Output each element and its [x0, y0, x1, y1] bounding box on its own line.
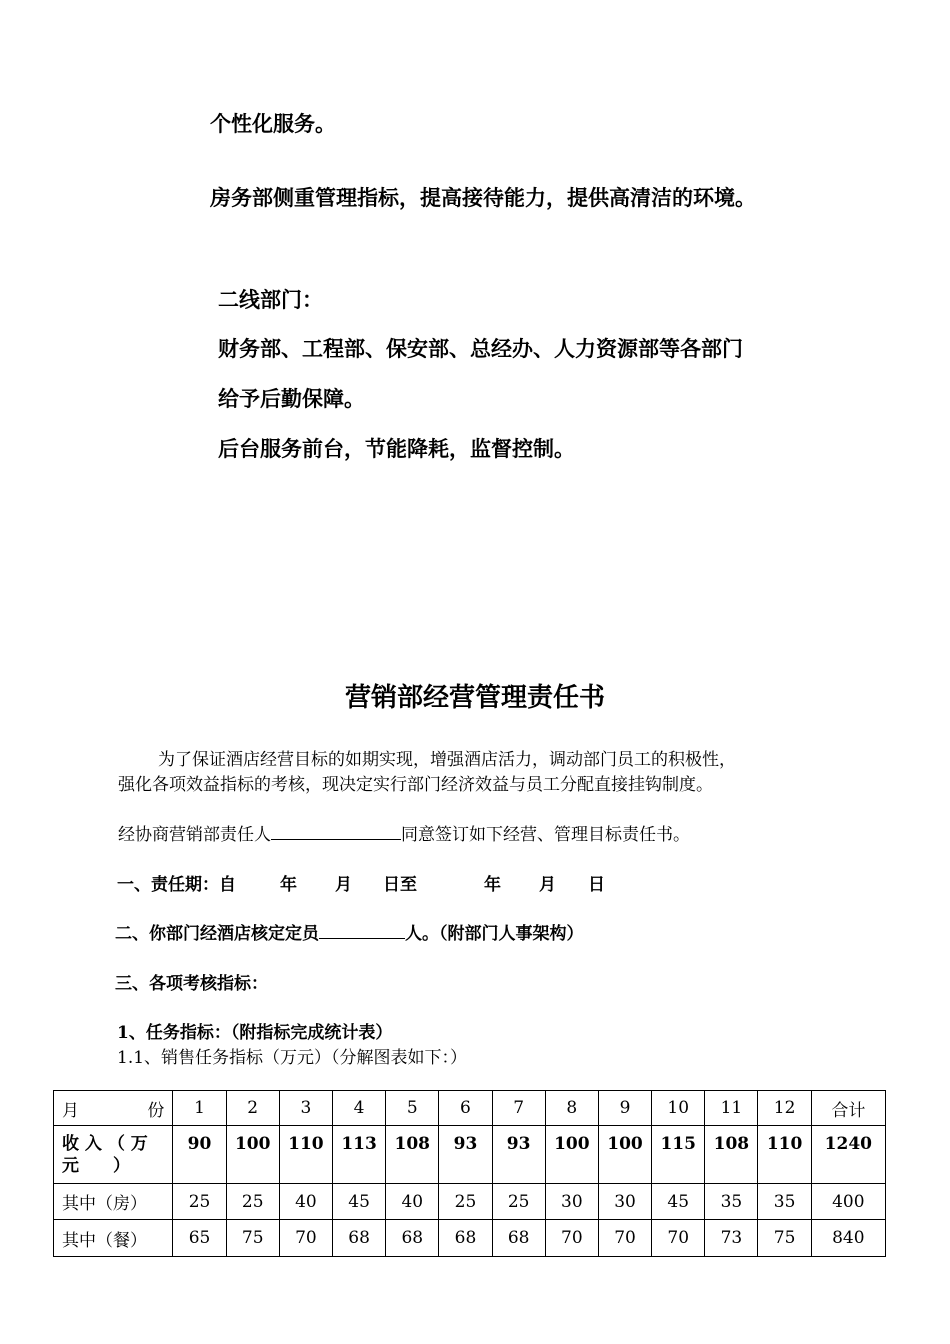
- income-cell: 90: [173, 1126, 226, 1184]
- agreement-before: 经协商营销部责任人: [118, 825, 271, 845]
- month-cell: 7: [492, 1091, 545, 1126]
- term-month-2: 月: [539, 875, 556, 895]
- food-cell: 65: [173, 1220, 226, 1257]
- sub-1-task-indicators: 1、任务指标：（附指标完成统计表）: [117, 1023, 393, 1043]
- food-cell: 68: [332, 1220, 385, 1257]
- second-line-support: 给予后勤保障。: [218, 387, 365, 411]
- food-cell: 70: [279, 1220, 332, 1257]
- month-header-cell: [54, 1091, 173, 1126]
- income-cell: 100: [545, 1126, 598, 1184]
- term-label: 一、责任期：自: [117, 875, 236, 895]
- month-cell: 5: [386, 1091, 439, 1126]
- rooms-cell: 35: [705, 1184, 758, 1220]
- month-cell: 3: [279, 1091, 332, 1126]
- rooms-cell: 40: [279, 1184, 332, 1220]
- income-label-line-1: 收 入 （ 万: [62, 1133, 148, 1154]
- sales-target-table: [53, 1090, 886, 1257]
- food-cell: 70: [598, 1220, 651, 1257]
- income-cell: 100: [226, 1126, 279, 1184]
- term-day-2: 日: [588, 875, 605, 895]
- month-cell: 12: [758, 1091, 811, 1126]
- section-2-staffing: [115, 919, 584, 944]
- month-header-right: 份: [147, 1100, 165, 1121]
- agreement-line: [118, 820, 690, 845]
- food-row: [54, 1220, 886, 1257]
- staffing-after: 人。（附部门人事架构）: [405, 924, 584, 944]
- month-cell: 1: [173, 1091, 226, 1126]
- text-line-personalized-service: 个性化服务。: [210, 112, 336, 136]
- food-total-cell: 840: [811, 1220, 885, 1257]
- month-cell: 8: [545, 1091, 598, 1126]
- food-cell: 70: [652, 1220, 705, 1257]
- income-cell: 93: [439, 1126, 492, 1184]
- food-cell: 68: [386, 1220, 439, 1257]
- rooms-cell: 25: [173, 1184, 226, 1220]
- income-cell: 113: [332, 1126, 385, 1184]
- food-cell: 73: [705, 1220, 758, 1257]
- income-label-line-2: 元 ）: [62, 1155, 130, 1176]
- income-cell: 110: [279, 1126, 332, 1184]
- section-3-indicators: 三、各项考核指标：: [115, 974, 268, 994]
- intro-line-1: 为了保证酒店经营目标的如期实现，增强酒店活力，调动部门员工的积极性，: [158, 750, 736, 770]
- month-cell: 9: [598, 1091, 651, 1126]
- month-cell: 11: [705, 1091, 758, 1126]
- rooms-cell: 25: [492, 1184, 545, 1220]
- second-line-backoffice: 后台服务前台，节能降耗，监督控制。: [218, 437, 575, 461]
- food-cell: 75: [226, 1220, 279, 1257]
- income-label-cell: [54, 1126, 173, 1184]
- month-cell: 2: [226, 1091, 279, 1126]
- food-cell: 75: [758, 1220, 811, 1257]
- income-cell: 108: [705, 1126, 758, 1184]
- rooms-cell: 40: [386, 1184, 439, 1220]
- staffing-before: 二、你部门经酒店核定定员: [115, 924, 319, 944]
- month-cell: 6: [439, 1091, 492, 1126]
- term-year-1: 年: [280, 875, 297, 895]
- month-cell: 4: [332, 1091, 385, 1126]
- rooms-cell: 25: [226, 1184, 279, 1220]
- income-row: [54, 1126, 886, 1184]
- food-cell: 68: [492, 1220, 545, 1257]
- section-1-term: [117, 870, 605, 895]
- document-title: 营销部经营管理责任书: [344, 683, 605, 713]
- responsible-person-blank[interactable]: [271, 821, 401, 840]
- month-header-left: 月: [62, 1100, 79, 1121]
- food-label-cell: 其中（餐）: [54, 1220, 173, 1257]
- rooms-cell: 25: [439, 1184, 492, 1220]
- staff-count-blank[interactable]: [319, 920, 405, 939]
- text-line-housekeeping: 房务部侧重管理指标，提高接待能力，提供高清洁的环境。: [210, 186, 756, 210]
- income-cell: 108: [386, 1126, 439, 1184]
- sub-1-1-sales-target: 1.1、销售任务指标（万元）（分解图表如下：）: [117, 1048, 468, 1068]
- rooms-cell: 30: [598, 1184, 651, 1220]
- income-cell: 100: [598, 1126, 651, 1184]
- term-year-2: 年: [484, 875, 501, 895]
- term-month-1: 月: [335, 875, 352, 895]
- rooms-cell: 35: [758, 1184, 811, 1220]
- rooms-label-cell: 其中（房）: [54, 1184, 173, 1220]
- rooms-cell: 45: [652, 1184, 705, 1220]
- food-cell: 70: [545, 1220, 598, 1257]
- agreement-after: 同意签订如下经营、管理目标责任书。: [401, 825, 690, 845]
- income-cell: 110: [758, 1126, 811, 1184]
- income-cell: 115: [652, 1126, 705, 1184]
- rooms-total-cell: 400: [811, 1184, 885, 1220]
- total-header-cell: 合计: [811, 1091, 885, 1126]
- rooms-row: [54, 1184, 886, 1220]
- income-cell: 93: [492, 1126, 545, 1184]
- month-cell: 10: [652, 1091, 705, 1126]
- rooms-cell: 30: [545, 1184, 598, 1220]
- food-cell: 68: [439, 1220, 492, 1257]
- intro-line-2: 强化各项效益指标的考核，现决定实行部门经济效益与员工分配直接挂钩制度。: [118, 775, 713, 795]
- income-total-cell: 1240: [811, 1126, 885, 1184]
- table-header-row: [54, 1091, 886, 1126]
- term-day-to: 日至: [383, 875, 417, 895]
- rooms-cell: 45: [332, 1184, 385, 1220]
- second-line-heading: 二线部门：: [218, 288, 323, 312]
- second-line-departments: 财务部、工程部、保安部、总经办、人力资源部等各部门: [218, 337, 743, 361]
